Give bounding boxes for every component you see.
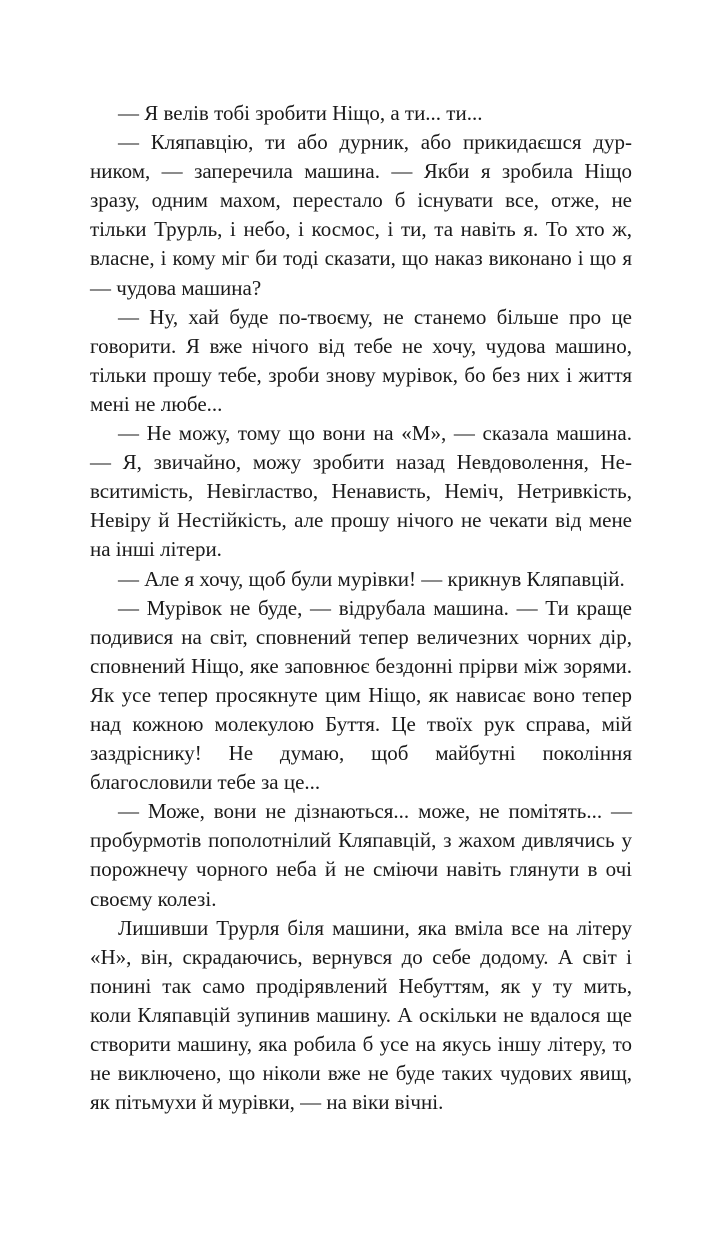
paragraph: — Кляпавцію, ти або дурник, або прикидаєшся дурником, — заперечила машина. — Якби я зробила Ніщо зразу, одним махом, перестало б існувати все, отже, не тільки Трурль, і небо, і космос, і ти, та навіть я. То хто ж, власне, і кому міг би тоді сказати, що наказ виконано і що я — чудова машина? [90,130,632,300]
paragraph: — Я велів тобі зробити Ніщо, а ти... ти... [118,101,483,125]
paragraph: — Не можу, тому що вони на «М», — сказала машина. — Я, звичайно, можу зробити назад Невдоволення, Невситимість, Невігластво, Ненависть, Неміч, Нетривкість, Невіру й Нестійкість, але прошу нічого не чекати від мене на інші літери. [90,421,632,562]
paragraph: — Може, вони не дізнаються... може, не помітять... — пробурмотів пополотнілий Кляпавцій, з жахом дивлячись у порожнечу чорного неба й не сміючи навіть глянути в очі своєму колезі. [90,799,632,911]
paragraph: — Ну, хай буде по-твоєму, не станемо більше про це говорити. Я вже нічого від тебе не хочу, чудова машино, тільки прошу тебе, зроби знову мурівок, бо без них і життя мені не любе... [90,304,632,416]
paragraph: — Мурівок не буде, — відрубала машина. — Ти краще подивися на світ, сповнений тепер величезних чорних дір, сповнений Ніщо, яке заповнює бездонні прірви між зорями. Як усе тепер просякнуте цим Ніщо, як нависає воно тепер над кожною молекулою Буття. Це твоїх рук справа, мій заздріснику! Не думаю, щоб майбутні покоління благословили тебе за це... [90,595,632,795]
page-text [90,99,632,1117]
paragraph: Лишивши Трурля біля машини, яка вміла все на літеру «Н», він, скрадаючись, вернувся до себе додому. А світ і понині так само продірявлений Небуттям, як у ту мить, коли Кляпавцій зупинив машину. А оскільки не вдалося ще створити машину, яка робила б усе на якусь іншу літеру, то не виключено, що ніколи вже не буде таких чудових явищ, як пітьмухи й мурівки, — на віки вічні. [90,915,632,1115]
paragraph: — Але я хочу, щоб були мурівки! — крикнув Кляпавцій. [118,566,625,591]
